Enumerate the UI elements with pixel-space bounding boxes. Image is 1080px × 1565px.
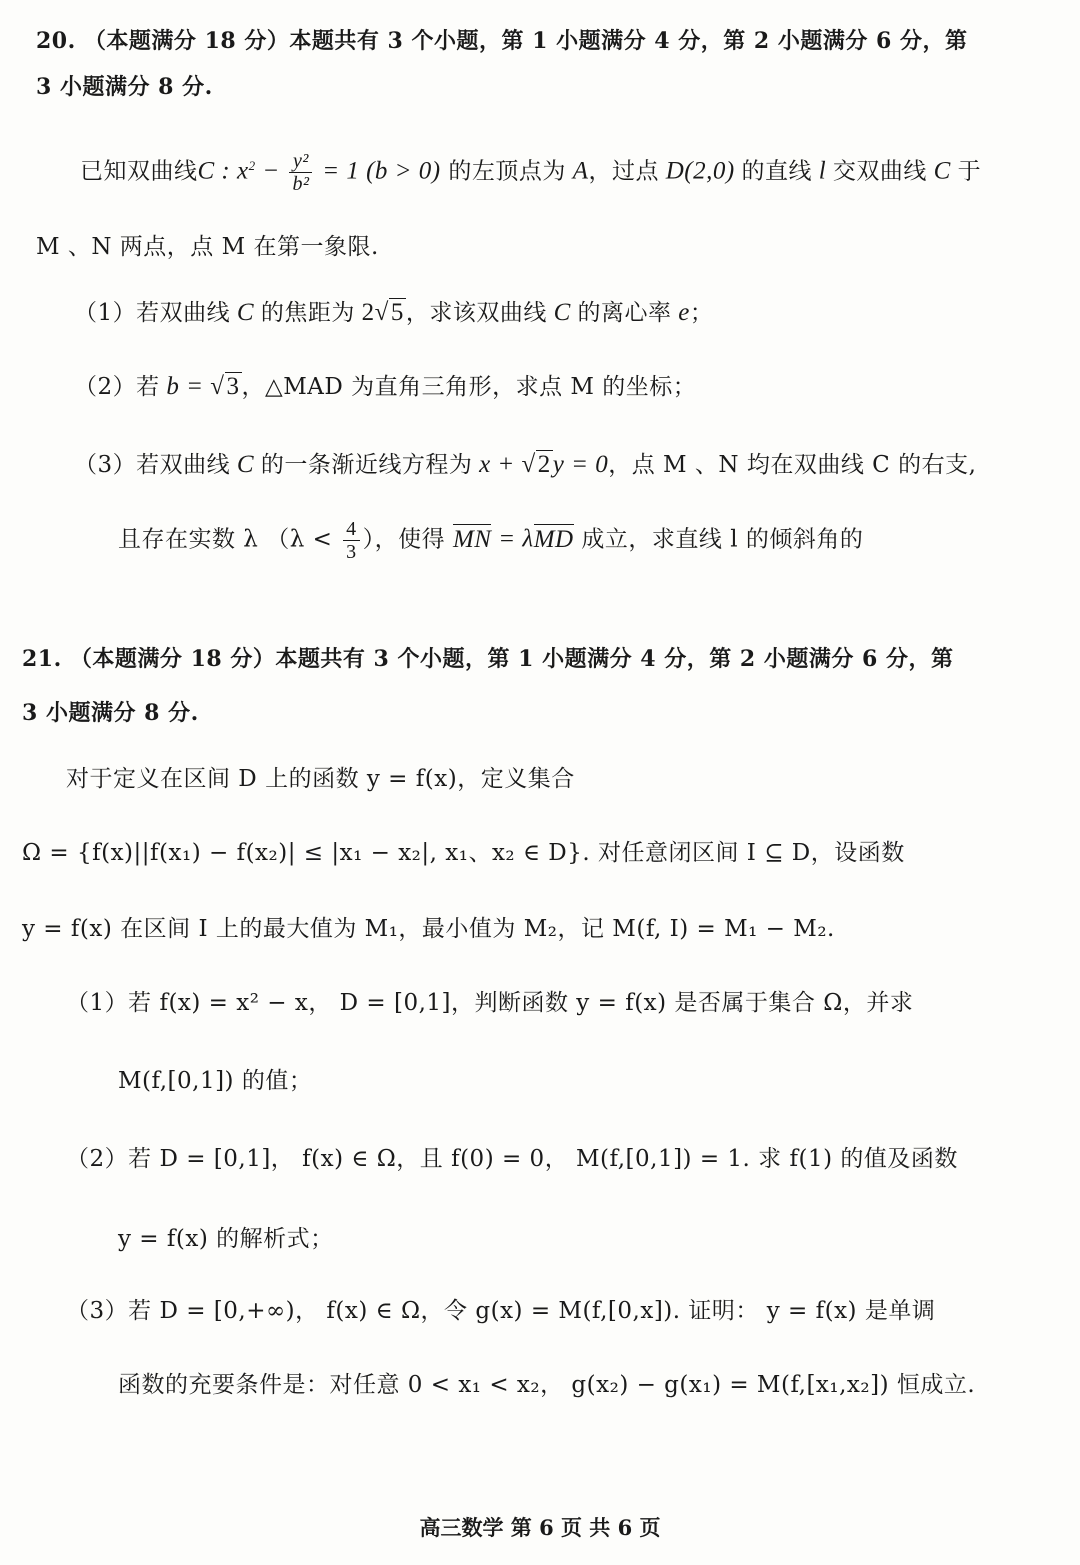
q21-stem-line1: 对于定义在区间 D 上的函数 y = f(x)，定义集合: [66, 766, 575, 792]
q20-p3-text-end: 成立，求直线 l 的倾斜角的: [573, 526, 864, 553]
q20-frac-num: y²: [289, 150, 312, 173]
q20-stem-line2: M 、N 两点，点 M 在第一象限.: [36, 234, 379, 260]
q20-part2: [74, 372, 696, 402]
q21-part3-line2: 函数的充要条件是：对任意 0 < x₁ < x₂， g(x₂) − g(x₁) = M(f,[x₁,x₂]) 恒成立.: [118, 1372, 976, 1398]
q20-p3-fraction: [343, 518, 360, 563]
q20-p3-C: C: [230, 451, 261, 478]
q20-stem-text-b: 的左顶点为: [440, 158, 566, 185]
q20-stem-l: l: [811, 157, 833, 185]
q20-header-line2: 3 小题满分 8 分.: [36, 74, 213, 100]
q20-p1-text-d: 的离心率: [577, 300, 672, 326]
q21-part1-line2: M(f,[0,1]) 的值；: [118, 1068, 313, 1094]
q20-p1-text-c: ，求该双曲线: [405, 300, 547, 326]
q20-p2-b: b =: [159, 373, 211, 400]
q20-p3-text-lambda: 且存在实数 λ （λ <: [118, 526, 341, 553]
q21-part3-line1: （3）若 D = [0,+∞)， f(x) ∈ Ω，令 g(x) = M(f,[0,x]). 证明： y = f(x) 是单调: [66, 1298, 936, 1324]
q20-p3-sqrt: √2: [521, 451, 551, 478]
q20-p3-text-b: 的一条渐近线方程为: [260, 452, 473, 478]
q20-part3-line1: [74, 450, 976, 480]
q21-stem-line2: Ω = {f(x)||f(x₁) − f(x₂)| ≤ |x₁ − x₂|, x₁、x₂ ∈ D}. 对任意闭区间 I ⊆ D，设函数: [22, 840, 905, 866]
q20-p1-text-b: 的焦距为: [260, 300, 355, 326]
q20-stem-C2: C: [926, 157, 958, 185]
q20-p3-radicand: 2: [537, 451, 551, 478]
q21-stem-line3: y = f(x) 在区间 I 上的最大值为 M₁，最小值为 M₂，记 M(f, I) = M₁ − M₂.: [22, 916, 835, 942]
q20-p1-sqrt: √5: [374, 299, 404, 326]
q20-p2-radicand: 3: [226, 373, 240, 400]
q20-p3-text-such: ），使得: [362, 526, 453, 553]
q20-header-line1: 20. （本题满分 18 分）本题共有 3 个小题，第 1 小题满分 4 分，第 2 小题满分 6 分，第: [36, 28, 968, 54]
q20-p2-text-a: （2）若: [74, 374, 160, 400]
q20-p2-text-c: ，△MAD 为直角三角形，求点 M 的坐标；: [241, 374, 697, 400]
q20-p3-frac-num: 4: [343, 518, 360, 541]
q20-p3-x: x +: [472, 451, 522, 478]
q21-part1-line1: （1）若 f(x) = x² − x， D = [0,1]，判断函数 y = f(x) 是否属于集合 Ω，并求: [66, 990, 914, 1016]
q20-p1-radicand: 5: [390, 299, 404, 326]
q20-p1-C2: C: [546, 299, 578, 326]
q20-p1-text-a: （1）若双曲线: [74, 300, 231, 326]
q20-p3-vector-MN: MN: [452, 525, 492, 553]
q20-stem-line1: 已知双曲线C : $x^2$ − $\frac{\text{y²}}{\text{b²}}$ = 1 (b > 0) 的左顶点为 A，过点 D(2,0) 的直线 l 交双曲线 C 于: [80, 150, 982, 195]
q21-header-line2: 3 小题满分 8 分.: [22, 700, 199, 726]
q21-header-line1: 21. （本题满分 18 分）本题共有 3 个小题，第 1 小题满分 4 分，第 2 小题满分 6 分，第: [22, 646, 954, 672]
page-footer: 高三数学 第 6 页 共 6 页: [419, 1515, 661, 1540]
q20-stem-A: A: [565, 157, 589, 185]
q20-stem-text-d: 的直线: [741, 158, 812, 185]
q21-part2-line2: y = f(x) 的解析式；: [118, 1226, 334, 1252]
q21-part2-line1: （2）若 D = [0,1]， f(x) ∈ Ω，且 f(0) = 0， M(f,[0,1]) = 1. 求 f(1) 的值及函数: [66, 1146, 958, 1172]
q20-p3-eq: = λ: [491, 525, 534, 553]
q20-p1-C: C: [230, 299, 261, 326]
q20-p3-text-a: （3）若双曲线: [74, 452, 231, 478]
q20-frac-den: b²: [292, 173, 310, 195]
q20-p3-frac-den: 3: [346, 541, 357, 563]
q20-stem-minus: −: [255, 157, 287, 185]
q20-stem-curve: C : x: [197, 157, 249, 185]
q20-stem-text-e: 交双曲线: [832, 158, 927, 185]
q20-p1-end: ；: [689, 300, 714, 326]
q20-p3-y: y = 0: [552, 451, 609, 478]
q20-p3-text-c: ，点 M 、N 均在双曲线 C 的右支,: [608, 452, 977, 478]
q20-stem-fraction: [289, 150, 312, 195]
q20-stem-eq: = 1 (b > 0): [315, 157, 441, 185]
q20-p2-sqrt: √3: [210, 373, 240, 400]
q20-stem-text-a: 已知双曲线: [80, 158, 198, 185]
q20-p1-e: e: [671, 299, 690, 326]
q20-part1: [74, 298, 713, 328]
q20-part3-line2: [118, 518, 863, 563]
q20-p1-two: 2: [354, 299, 375, 326]
q20-stem-text-f: 于: [957, 158, 982, 185]
q20-stem-text-c: ，过点: [588, 158, 659, 185]
q20-p3-vector-MD: MD: [533, 525, 574, 553]
q20-stem-D: D(2,0): [658, 157, 742, 185]
